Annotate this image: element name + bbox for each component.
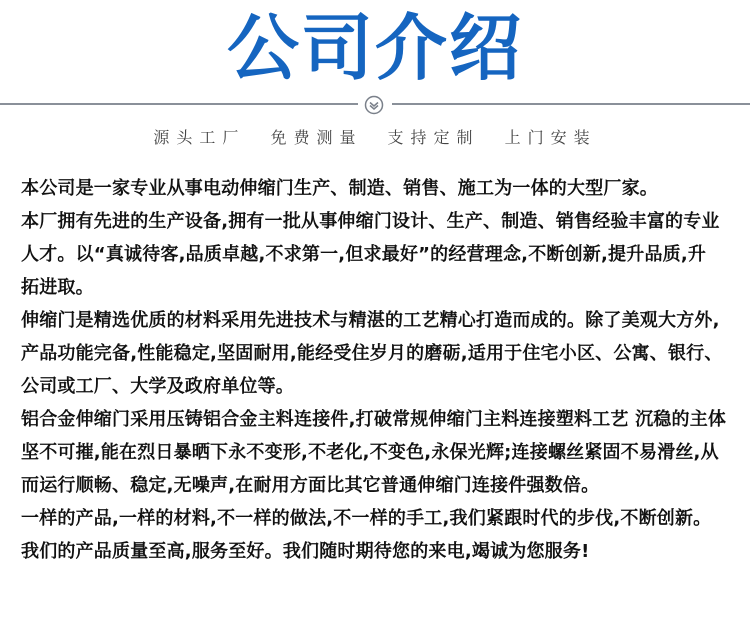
company-intro-body xyxy=(21,172,733,568)
body-line: 一样的产品,一样的材料,不一样的做法,不一样的手工,我们紧跟时代的步伐,不断创新。 xyxy=(21,508,712,529)
body-line: 而运行顺畅、稳定,无噪声,在耐用方面比其它普通伸缩门连接件强数倍。 xyxy=(21,475,600,496)
chevron-down-circle-icon xyxy=(364,95,384,115)
body-line: 铝合金伸缩门采用压铸铝合金主料连接件,打破常规伸缩门主料连接塑料工艺 沉稳的主体 xyxy=(21,409,727,430)
divider-left xyxy=(0,103,358,105)
tagline-item: 上门安装 xyxy=(504,128,597,147)
tagline-item: 免费测量 xyxy=(270,128,363,147)
body-line: 公司或工厂、大学及政府单位等。 xyxy=(21,376,294,397)
tagline-item: 支持定制 xyxy=(387,128,480,147)
body-line: 坚不可摧,能在烈日暴晒下永不变形,不老化,不变色,永保光辉;连接螺丝紧固不易滑丝,从 xyxy=(21,442,719,463)
body-line: 人才。以“真诚待客,品质卓越,不求第一,但求最好”的经营理念,不断创新,提升品质,升 xyxy=(21,244,707,265)
page-title: 公司介绍 xyxy=(226,6,523,90)
body-line: 我们的产品质量至高,服务至好。我们随时期待您的来电,竭诚为您服务! xyxy=(21,541,590,562)
body-line: 拓进取。 xyxy=(21,277,94,298)
tagline-item: 源头工厂 xyxy=(153,128,246,147)
tagline xyxy=(0,126,750,150)
body-line: 本厂拥有先进的生产设备,拥有一批从事伸缩门设计、生产、制造、销售经验丰富的专业 xyxy=(21,211,720,232)
body-line: 本公司是一家专业从事电动伸缩门生产、制造、销售、施工为一体的大型厂家。 xyxy=(21,178,658,199)
body-line: 伸缩门是精选优质的材料采用先进技术与精湛的工艺精心打造而成的。除了美观大方外, xyxy=(21,310,720,331)
divider-right xyxy=(392,103,750,105)
body-line: 产品功能完备,性能稳定,坚固耐用,能经受住岁月的磨砺,适用于住宅小区、公寓、银行、 xyxy=(21,343,723,364)
